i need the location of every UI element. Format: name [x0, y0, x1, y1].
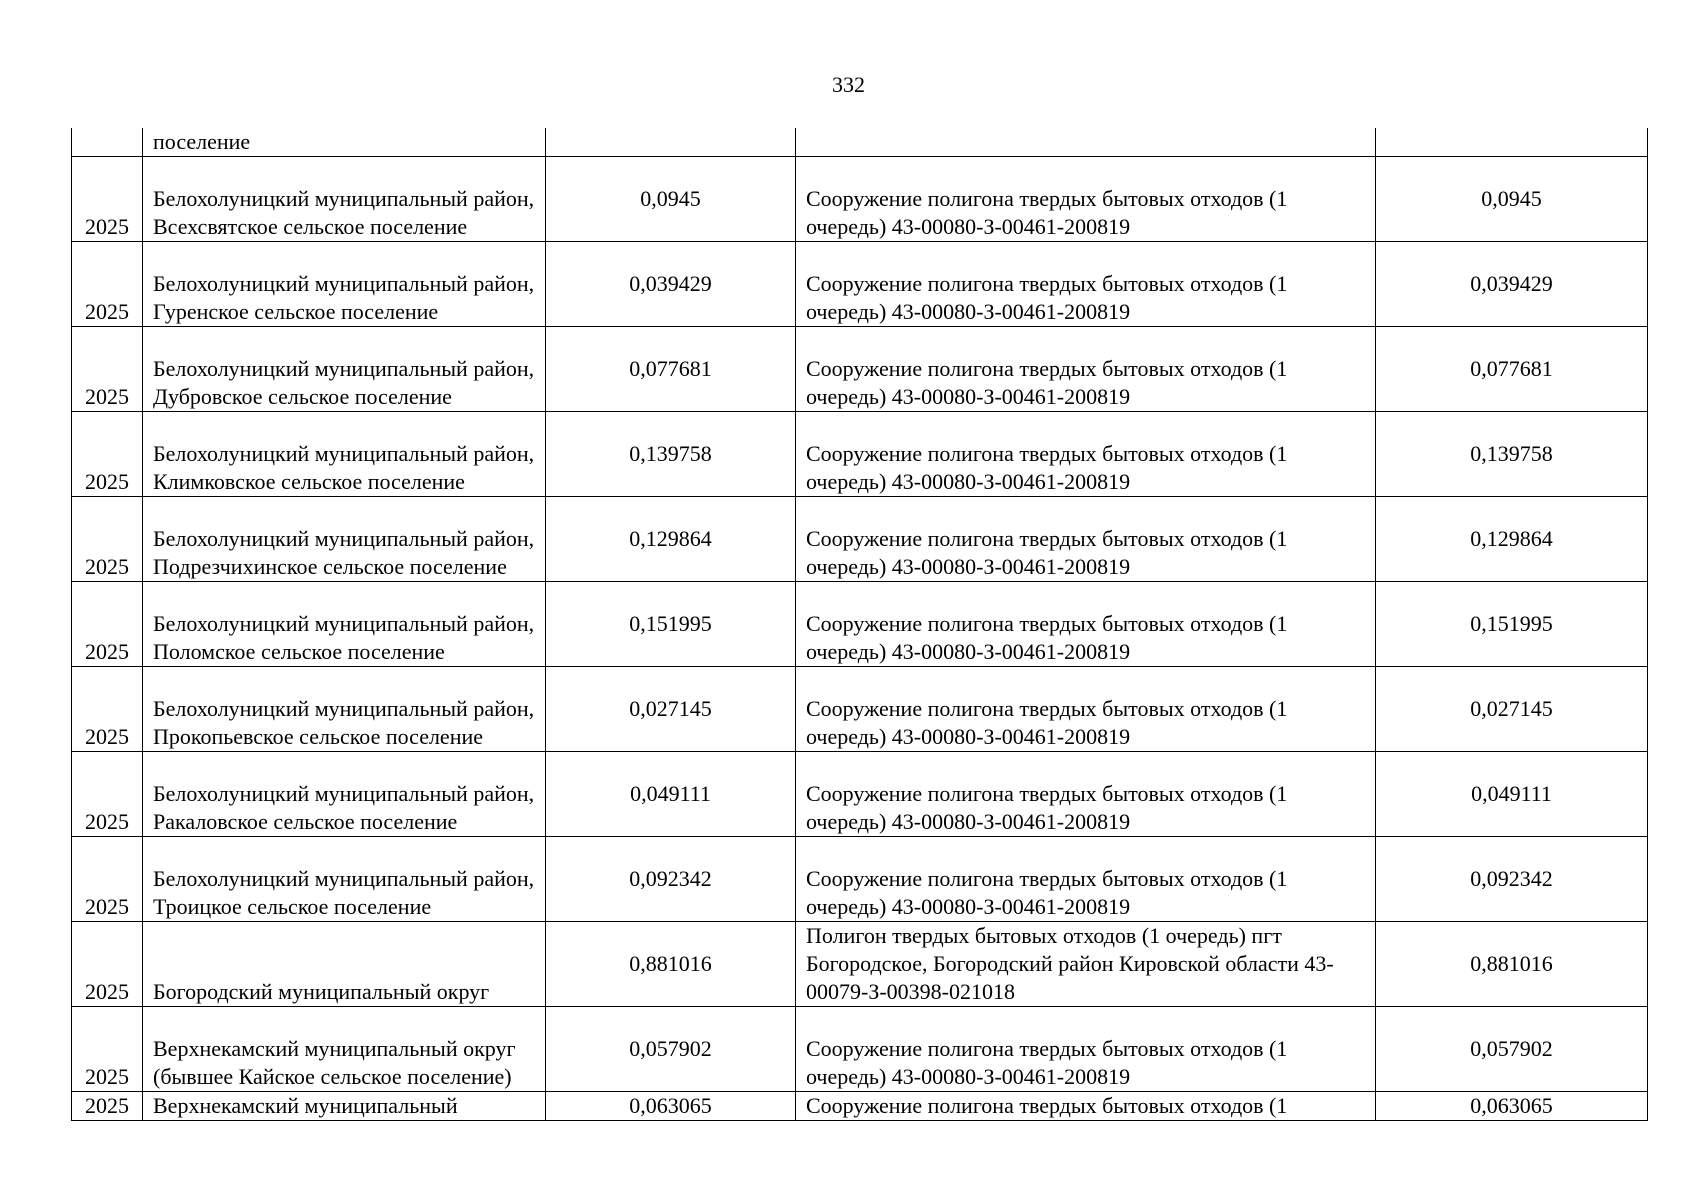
table-row-partial: [72, 1092, 1648, 1121]
data-table: [71, 128, 1648, 1121]
volume-cell: 0,027145: [546, 667, 796, 752]
table-row: [72, 582, 1648, 667]
year-cell: 2025: [72, 327, 143, 412]
table-row: [72, 327, 1648, 412]
volume-total-cell: 0,063065: [1376, 1092, 1648, 1121]
object-cell: Сооружение полигона твердых бытовых отходов (1 очередь) 43-00080-З-00461-200819: [796, 837, 1376, 922]
object-cell: Сооружение полигона твердых бытовых отходов (1 очередь) 43-00080-З-00461-200819: [796, 582, 1376, 667]
object-cell: Сооружение полигона твердых бытовых отходов (1 очередь) 43-00080-З-00461-200819: [796, 752, 1376, 837]
municipality-cell: Белохолуницкий муниципальный район, Гуренское сельское поселение: [143, 242, 546, 327]
year-cell: 2025: [72, 667, 143, 752]
municipality-cell: Верхнекамский муниципальный округ (бывшее Кайское сельское поселение): [143, 1007, 546, 1092]
object-cell: Сооружение полигона твердых бытовых отходов (1 очередь) 43-00080-З-00461-200819: [796, 667, 1376, 752]
volume-total-cell: 0,092342: [1376, 837, 1648, 922]
volume-cell: 0,151995: [546, 582, 796, 667]
municipality-cell: Белохолуницкий муниципальный район, Ракаловское сельское поселение: [143, 752, 546, 837]
page-number: 332: [832, 72, 865, 97]
volume-total-cell: 0,139758: [1376, 412, 1648, 497]
table-row-continuation: [72, 128, 1648, 157]
year-cell: 2025: [72, 582, 143, 667]
object-cell: Полигон твердых бытовых отходов (1 очередь) пгт Богородское, Богородский район Кировской области 43-00079-З-00398-021018: [796, 922, 1376, 1007]
volume-cell: 0,039429: [546, 242, 796, 327]
volume-total-cell: 0,881016: [1376, 922, 1648, 1007]
volume-total-cell: 0,049111: [1376, 752, 1648, 837]
volume-cell: 0,139758: [546, 412, 796, 497]
table-row: [72, 412, 1648, 497]
municipality-cell: Белохолуницкий муниципальный район, Климковское сельское поселение: [143, 412, 546, 497]
object-cell: Сооружение полигона твердых бытовых отходов (1 очередь) 43-00080-З-00461-200819: [796, 1007, 1376, 1092]
year-cell: 2025: [72, 1092, 143, 1121]
object-cell: Сооружение полигона твердых бытовых отходов (1 очередь) 43-00080-З-00461-200819: [796, 497, 1376, 582]
volume-total-cell: 0,027145: [1376, 667, 1648, 752]
year-cell: 2025: [72, 497, 143, 582]
municipality-cell: Белохолуницкий муниципальный район, Поломское сельское поселение: [143, 582, 546, 667]
year-cell: 2025: [72, 157, 143, 242]
volume-total-cell: 0,151995: [1376, 582, 1648, 667]
table-row: [72, 497, 1648, 582]
municipality-cell: Белохолуницкий муниципальный район, Всехсвятское сельское поселение: [143, 157, 546, 242]
volume-cell: 0,092342: [546, 837, 796, 922]
object-cell: [796, 128, 1376, 157]
year-cell: 2025: [72, 412, 143, 497]
volume-total-cell: 0,077681: [1376, 327, 1648, 412]
volume-total-cell: [1376, 128, 1648, 157]
table-row: [72, 667, 1648, 752]
table-row: [72, 1007, 1648, 1092]
table-row: [72, 837, 1648, 922]
volume-cell: 0,049111: [546, 752, 796, 837]
volume-cell: 0,077681: [546, 327, 796, 412]
municipality-cell: Богородский муниципальный округ: [143, 922, 546, 1007]
object-cell: Сооружение полигона твердых бытовых отходов (1 очередь) 43-00080-З-00461-200819: [796, 412, 1376, 497]
volume-cell: [546, 128, 796, 157]
volume-cell: 0,881016: [546, 922, 796, 1007]
year-cell: 2025: [72, 922, 143, 1007]
municipality-cell: Белохолуницкий муниципальный район, Дубровское сельское поселение: [143, 327, 546, 412]
table-row: [72, 752, 1648, 837]
year-cell: 2025: [72, 1007, 143, 1092]
volume-cell: 0,057902: [546, 1007, 796, 1092]
volume-total-cell: 0,129864: [1376, 497, 1648, 582]
volume-total-cell: 0,057902: [1376, 1007, 1648, 1092]
table-row: [72, 242, 1648, 327]
volume-cell: 0,063065: [546, 1092, 796, 1121]
table-body: [72, 128, 1648, 1121]
year-cell: [72, 128, 143, 157]
table-row: [72, 157, 1648, 242]
municipality-cell: Белохолуницкий муниципальный район, Подрезчихинское сельское поселение: [143, 497, 546, 582]
municipality-cell: Белохолуницкий муниципальный район, Прокопьевское сельское поселение: [143, 667, 546, 752]
municipality-cell: Белохолуницкий муниципальный район, Троицкое сельское поселение: [143, 837, 546, 922]
object-cell: Сооружение полигона твердых бытовых отходов (1 очередь) 43-00080-З-00461-200819: [796, 242, 1376, 327]
volume-total-cell: 0,0945: [1376, 157, 1648, 242]
year-cell: 2025: [72, 837, 143, 922]
volume-cell: 0,129864: [546, 497, 796, 582]
year-cell: 2025: [72, 752, 143, 837]
year-cell: 2025: [72, 242, 143, 327]
object-cell: Сооружение полигона твердых бытовых отходов (1 очередь) 43-00080-З-00461-200819: [796, 157, 1376, 242]
municipality-cell: поселение: [143, 128, 546, 157]
table-row: [72, 922, 1648, 1007]
object-cell: Сооружение полигона твердых бытовых отходов (1: [796, 1092, 1376, 1121]
object-cell: Сооружение полигона твердых бытовых отходов (1 очередь) 43-00080-З-00461-200819: [796, 327, 1376, 412]
municipality-cell: Верхнекамский муниципальный: [143, 1092, 546, 1121]
volume-total-cell: 0,039429: [1376, 242, 1648, 327]
volume-cell: 0,0945: [546, 157, 796, 242]
